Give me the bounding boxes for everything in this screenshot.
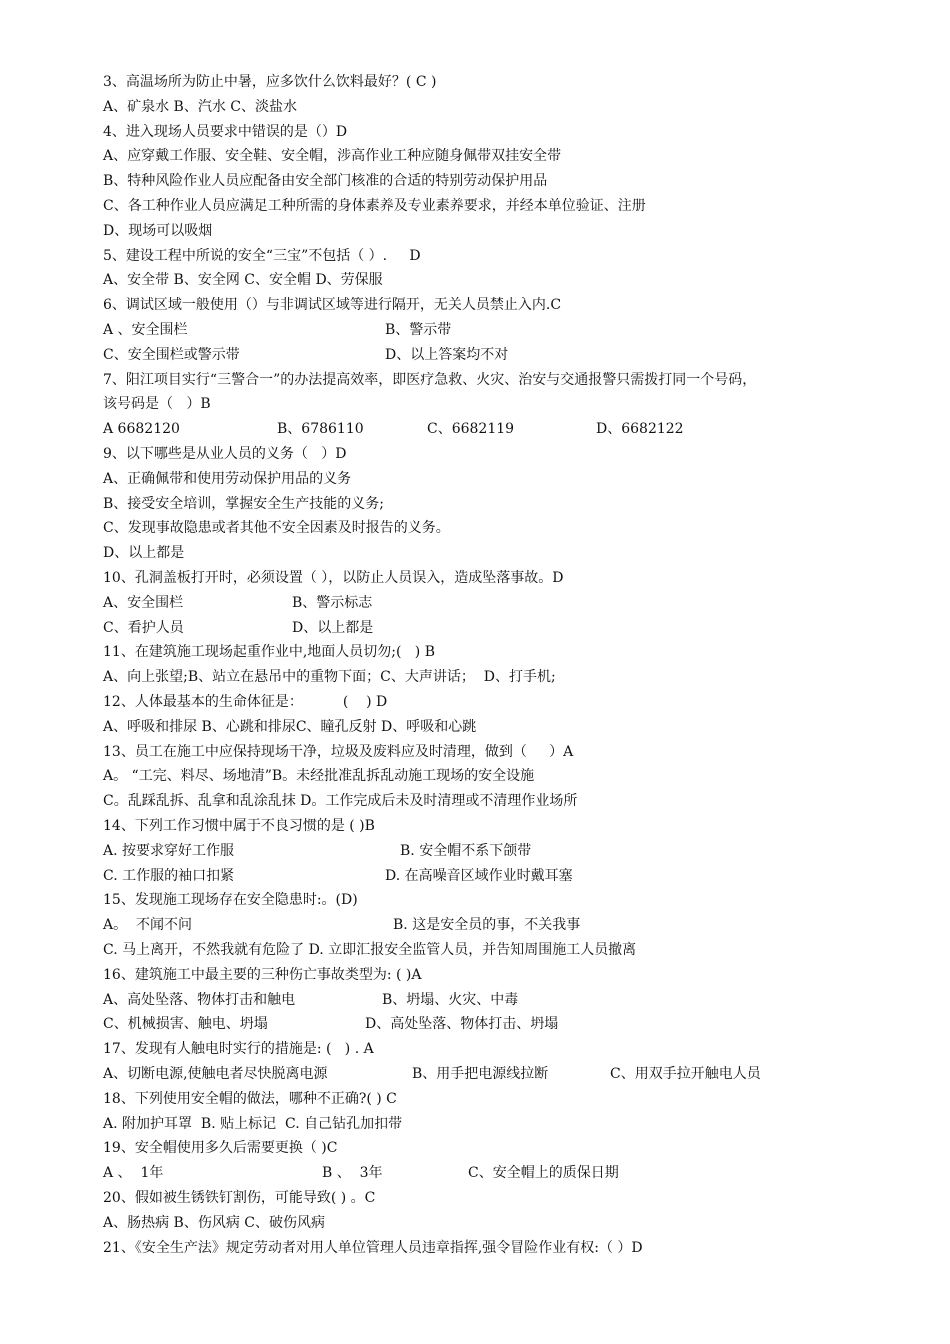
text-line	[0, 1163, 950, 1183]
text-cell: B、坍塌、火灾、中毒	[382, 991, 519, 1008]
text-line	[0, 618, 950, 638]
text-line	[0, 990, 950, 1010]
text-cell: C、安全围栏或警示带	[103, 346, 240, 363]
text-line: 5、建设工程中所说的安全“三宝”不包括（ ）. D	[103, 247, 421, 264]
text-line: A、应穿戴工作服、安全鞋、安全帽，涉高作业工种应随身佩带双挂安全带	[103, 148, 562, 165]
text-line: A、矿泉水 B、汽水 C、淡盐水	[103, 98, 298, 115]
text-cell: C、机械损害、触电、坍塌	[103, 1016, 268, 1033]
text-line	[0, 320, 950, 340]
text-line: 12、人体最基本的生命体征是： ( ) D	[103, 694, 388, 710]
text-line: D、现场可以吸烟	[103, 222, 213, 239]
text-line: A、肠热病 B、伤风病 C、破伤风病	[103, 1214, 326, 1231]
text-line: B、接受安全培训，掌握安全生产技能的义务;	[103, 495, 385, 512]
text-cell: C、6682119	[427, 421, 515, 438]
text-line: 16、建筑施工中最主要的三种伤亡事故类型为: ( )A	[103, 966, 422, 983]
text-line: 15、发现施工现场存在安全隐患时:。(D)	[103, 892, 358, 909]
text-cell: D、以上都是	[292, 619, 374, 636]
text-line: 20、假如被生锈铁钉割伤，可能导致( ) 。C	[103, 1190, 376, 1206]
text-line: 3、高温场所为防止中暑，应多饮什么饮料最好？( C )	[103, 74, 437, 90]
text-cell: A、切断电源,使触电者尽快脱离电源	[103, 1066, 328, 1082]
text-line: 11、在建筑施工现场起重作业中,地面人员切勿;( ) B	[103, 644, 435, 661]
text-line: 19、安全帽使用多久后需要更换（ )C	[103, 1140, 338, 1157]
text-cell: D、以上答案均不对	[385, 346, 509, 363]
text-cell: A 、安全围栏	[103, 322, 188, 338]
text-line: A. 附加护耳罩 B. 贴上标记 C. 自己钻孔加扣带	[103, 1115, 403, 1132]
text-cell: B、用手把电源线拉断	[412, 1066, 549, 1082]
text-line	[0, 915, 950, 935]
text-line	[0, 866, 950, 886]
text-cell: D. 在高噪音区域作业时戴耳塞	[385, 867, 573, 884]
text-line: B、特种风险作业人员应配备由安全部门核准的合适的特别劳动保护用品	[103, 173, 548, 190]
text-line: A。 “工完、料尽、场地清”B。未经批准乱拆乱动施工现场的安全设施	[103, 768, 535, 785]
text-cell: D、高处坠落、物体打击、坍塌	[365, 1016, 559, 1033]
text-cell: B. 安全帽不系下颌带	[400, 842, 532, 859]
text-line: C、各工种作业人员应满足工种所需的身体素养及专业素养要求，并经本单位验证、注册	[103, 198, 646, 214]
text-line: 14、下列工作习惯中属于不良习惯的是 ( )B	[103, 818, 375, 834]
text-cell: C、看护人员	[103, 619, 184, 636]
text-line: D、以上都是	[103, 545, 185, 562]
text-line	[0, 345, 950, 365]
text-cell: A. 按要求穿好工作服	[103, 842, 235, 859]
text-cell: B 、 3年	[322, 1165, 383, 1182]
text-line: 该号码是（ ）B	[103, 396, 211, 413]
text-cell: D、6682122	[596, 421, 684, 438]
text-cell: C. 工作服的袖口扣紧	[103, 867, 235, 884]
text-line: C. 马上离开，不然我就有危险了 D. 立即汇报安全监管人员，并告知周围施工人员撤离	[103, 942, 637, 958]
text-line	[0, 593, 950, 613]
text-line	[0, 1014, 950, 1034]
text-line: A、安全带 B、安全网 C、安全帽 D、劳保服	[103, 272, 383, 289]
text-cell: B、6786110	[277, 421, 364, 438]
text-line: 18、下列使用安全帽的做法，哪种不正确?( ) C	[103, 1090, 397, 1107]
text-cell: A、高处坠落、物体打击和触电	[103, 991, 296, 1008]
text-cell: C、安全帽上的质保日期	[468, 1165, 619, 1182]
text-line: A、向上张望;B、站立在悬吊中的重物下面；C、大声讲话； D、打手机;	[103, 669, 556, 686]
text-cell: C、用双手拉开触电人员	[610, 1066, 761, 1082]
text-line	[0, 841, 950, 861]
text-cell: B. 这是安全员的事，不关我事	[393, 917, 581, 934]
text-cell: B、警示带	[385, 322, 452, 338]
text-line: C。乱踩乱拆、乱拿和乱涂乱抹 D。工作完成后未及时清理或不清理作业场所	[103, 793, 578, 810]
text-line: A、正确佩带和使用劳动保护用品的义务	[103, 470, 352, 487]
text-line: 17、发现有人触电时实行的措施是: ( ) . A	[103, 1041, 374, 1058]
text-line: 10、孔洞盖板打开时，必须设置（ ），以防止人员误入，造成坠落事故。D	[103, 570, 564, 586]
text-line: C、发现事故隐患或者其他不安全因素及时报告的义务。	[103, 520, 450, 537]
text-line: 13、员工在施工中应保持现场干净，垃圾及废料应及时清理，做到（ ）A	[103, 743, 574, 760]
text-cell: A、安全围栏	[103, 594, 184, 611]
text-line: 4、进入现场人员要求中错误的是（）D	[103, 123, 348, 140]
text-cell: A。 不闻不问	[103, 917, 193, 934]
text-line	[0, 1064, 950, 1084]
text-line: A、呼吸和排尿 B、心跳和排尿C、瞳孔反射 D、呼吸和心跳	[103, 718, 477, 735]
text-cell: B、警示标志	[292, 594, 373, 611]
text-line: 21、《安全生产法》规定劳动者对用人单位管理人员违章指挥,强令冒险作业有权:（ ）D	[103, 1239, 643, 1256]
text-line: 6、调试区域一般使用（）与非调试区域等进行隔开，无关人员禁止入内.C	[103, 297, 562, 314]
text-line	[0, 419, 950, 439]
text-line: 7、阳江项目实行“三警合一”的办法提高效率，即医疗急救、火灾、治安与交通报警只需拨打同一个号码，	[103, 371, 757, 388]
text-line: 9、以下哪些是从业人员的义务（ ）D	[103, 446, 347, 462]
text-cell: A 、 1年	[103, 1165, 164, 1182]
text-cell: A 6682120	[103, 421, 180, 438]
